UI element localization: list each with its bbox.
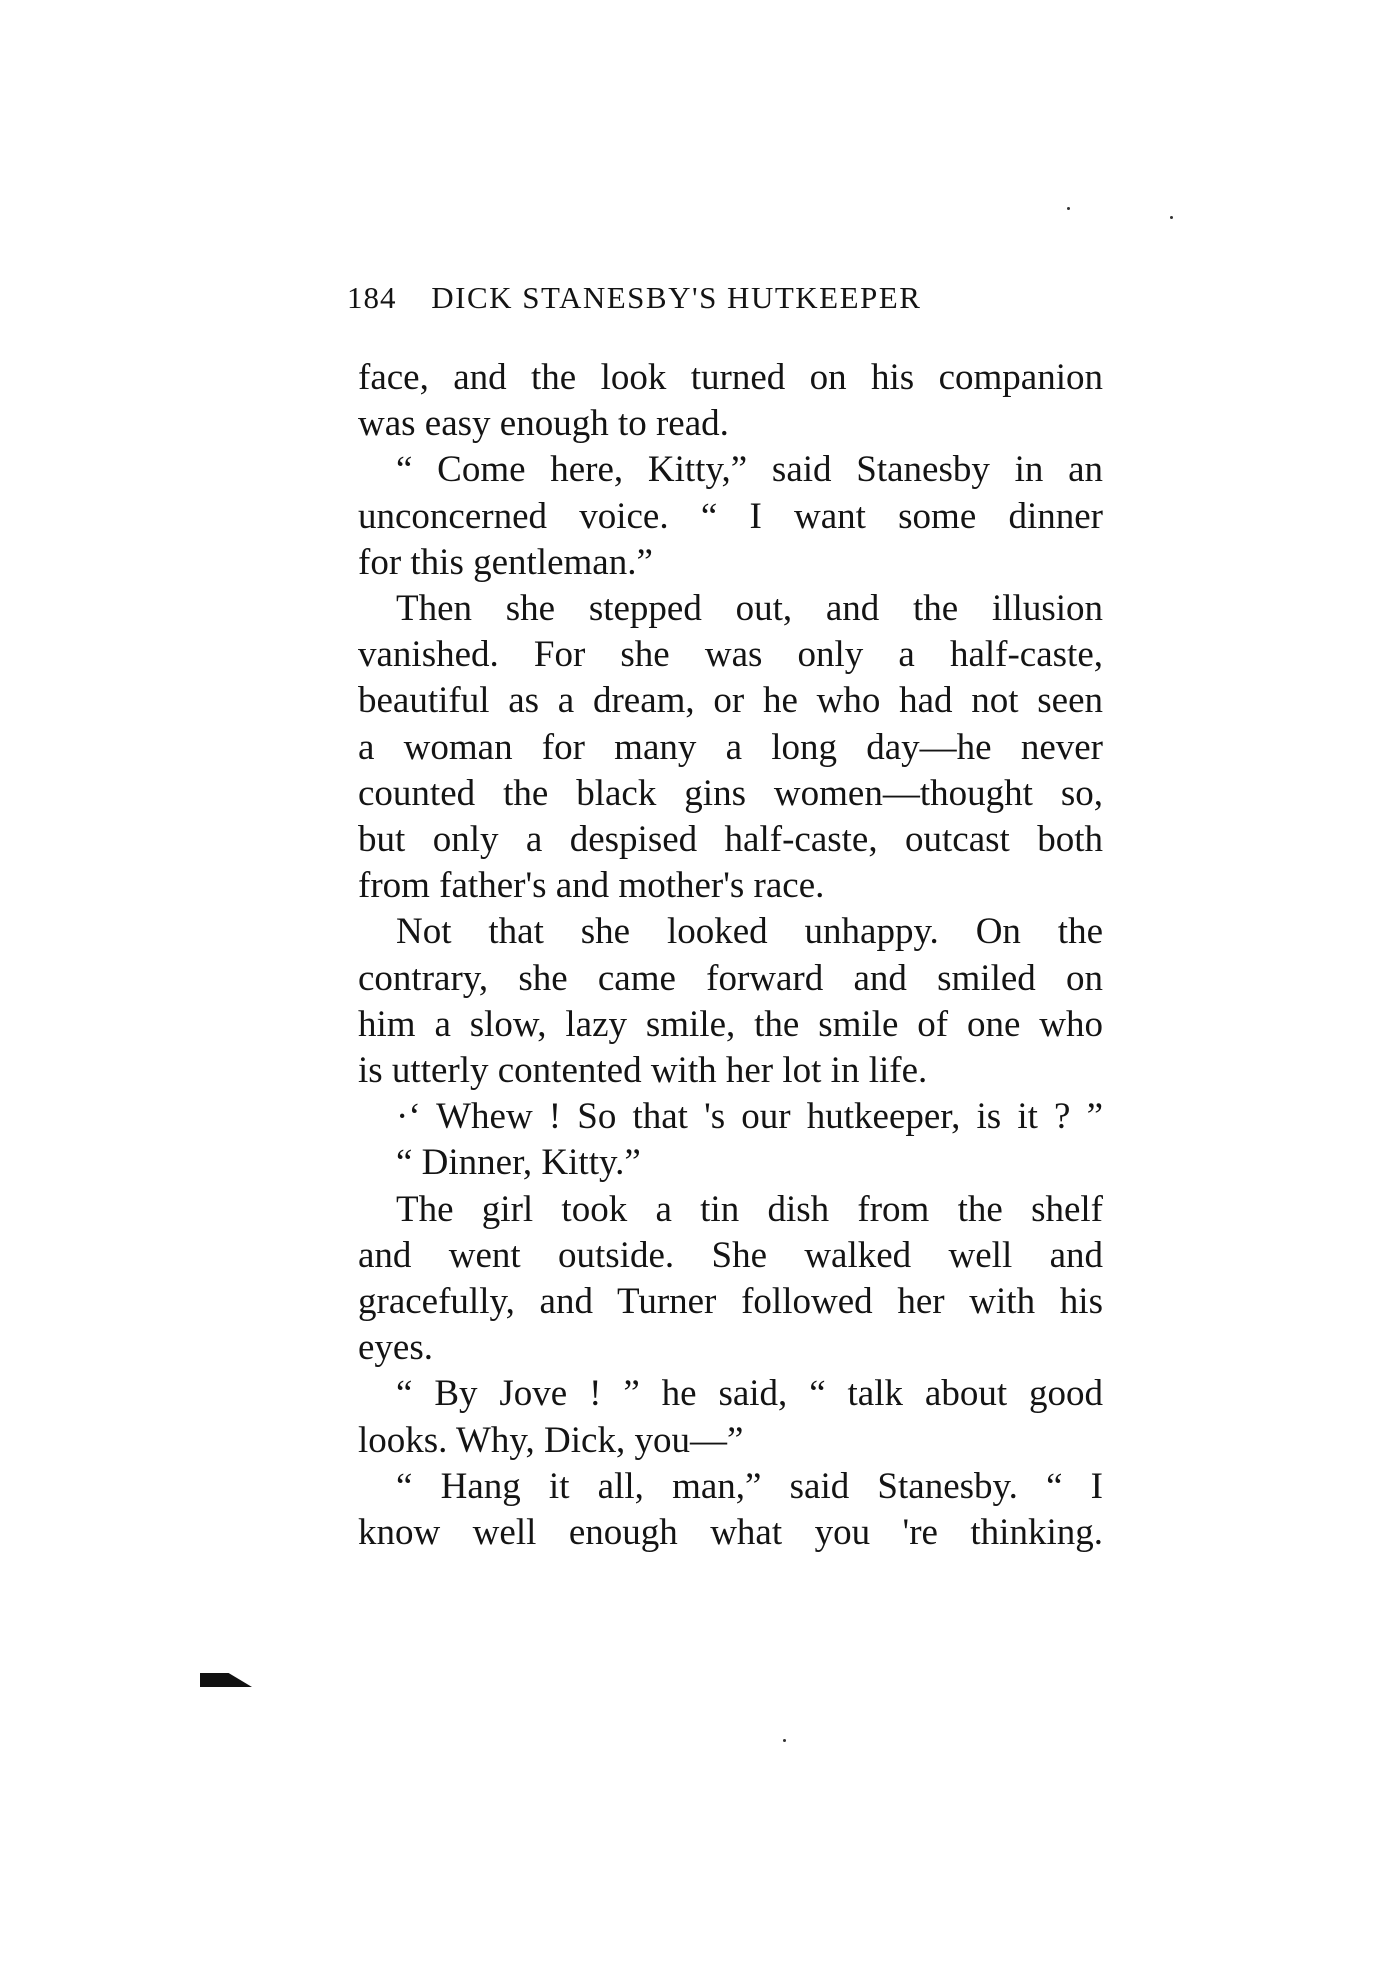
text-line: “ Dinner, Kitty.” <box>396 1142 641 1184</box>
text-line: The girl took a tin dish from the shelf <box>396 1188 1103 1230</box>
text-line: but only a despised half-caste, outcast both <box>358 819 1103 861</box>
text-line: “ Hang it all, man,” said Stanesby. “ I <box>396 1465 1103 1507</box>
text-line: from father's and mother's race. <box>358 865 825 907</box>
text-line: vanished. For she was only a half-caste, <box>358 634 1103 676</box>
text-line: counted the black gins women—thought so, <box>358 772 1103 814</box>
text-line: him a slow, lazy smile, the smile of one who <box>358 1003 1103 1045</box>
page-header <box>347 280 1107 316</box>
body-text <box>358 355 1103 1556</box>
scan-edge-mark <box>200 1673 252 1687</box>
scan-speck <box>1170 216 1173 219</box>
scan-speck <box>783 1739 786 1742</box>
running-head: DICK STANESBY'S HUTKEEPER <box>431 280 922 315</box>
text-line: Not that she looked unhappy. On the <box>396 911 1103 953</box>
text-line: was easy enough to read. <box>358 403 729 445</box>
text-line: eyes. <box>358 1327 433 1369</box>
text-line: beautiful as a dream, or he who had not seen <box>358 680 1103 722</box>
text-line: a woman for many a long day—he never <box>358 726 1103 768</box>
text-line: looks. Why, Dick, you—” <box>358 1419 744 1461</box>
text-line: ·‘ Whew ! So that 's our hutkeeper, is it ? ” <box>396 1096 1103 1138</box>
scan-speck <box>1067 207 1070 210</box>
text-line: unconcerned voice. “ I want some dinner <box>358 495 1103 537</box>
text-line: know well enough what you 're thinking. <box>358 1512 1103 1554</box>
text-line: Then she stepped out, and the illusion <box>396 588 1103 630</box>
text-line: and went outside. She walked well and <box>358 1234 1103 1276</box>
text-line: is utterly contented with her lot in life. <box>358 1050 928 1092</box>
text-line: “ By Jove ! ” he said, “ talk about good <box>396 1373 1103 1415</box>
text-line: for this gentleman.” <box>358 541 653 583</box>
text-line: gracefully, and Turner followed her with his <box>358 1281 1103 1323</box>
page-number: 184 <box>347 280 397 315</box>
text-line: face, and the look turned on his companion <box>358 357 1103 398</box>
text-line: contrary, she came forward and smiled on <box>358 957 1103 999</box>
text-line: “ Come here, Kitty,” said Stanesby in an <box>396 449 1103 491</box>
